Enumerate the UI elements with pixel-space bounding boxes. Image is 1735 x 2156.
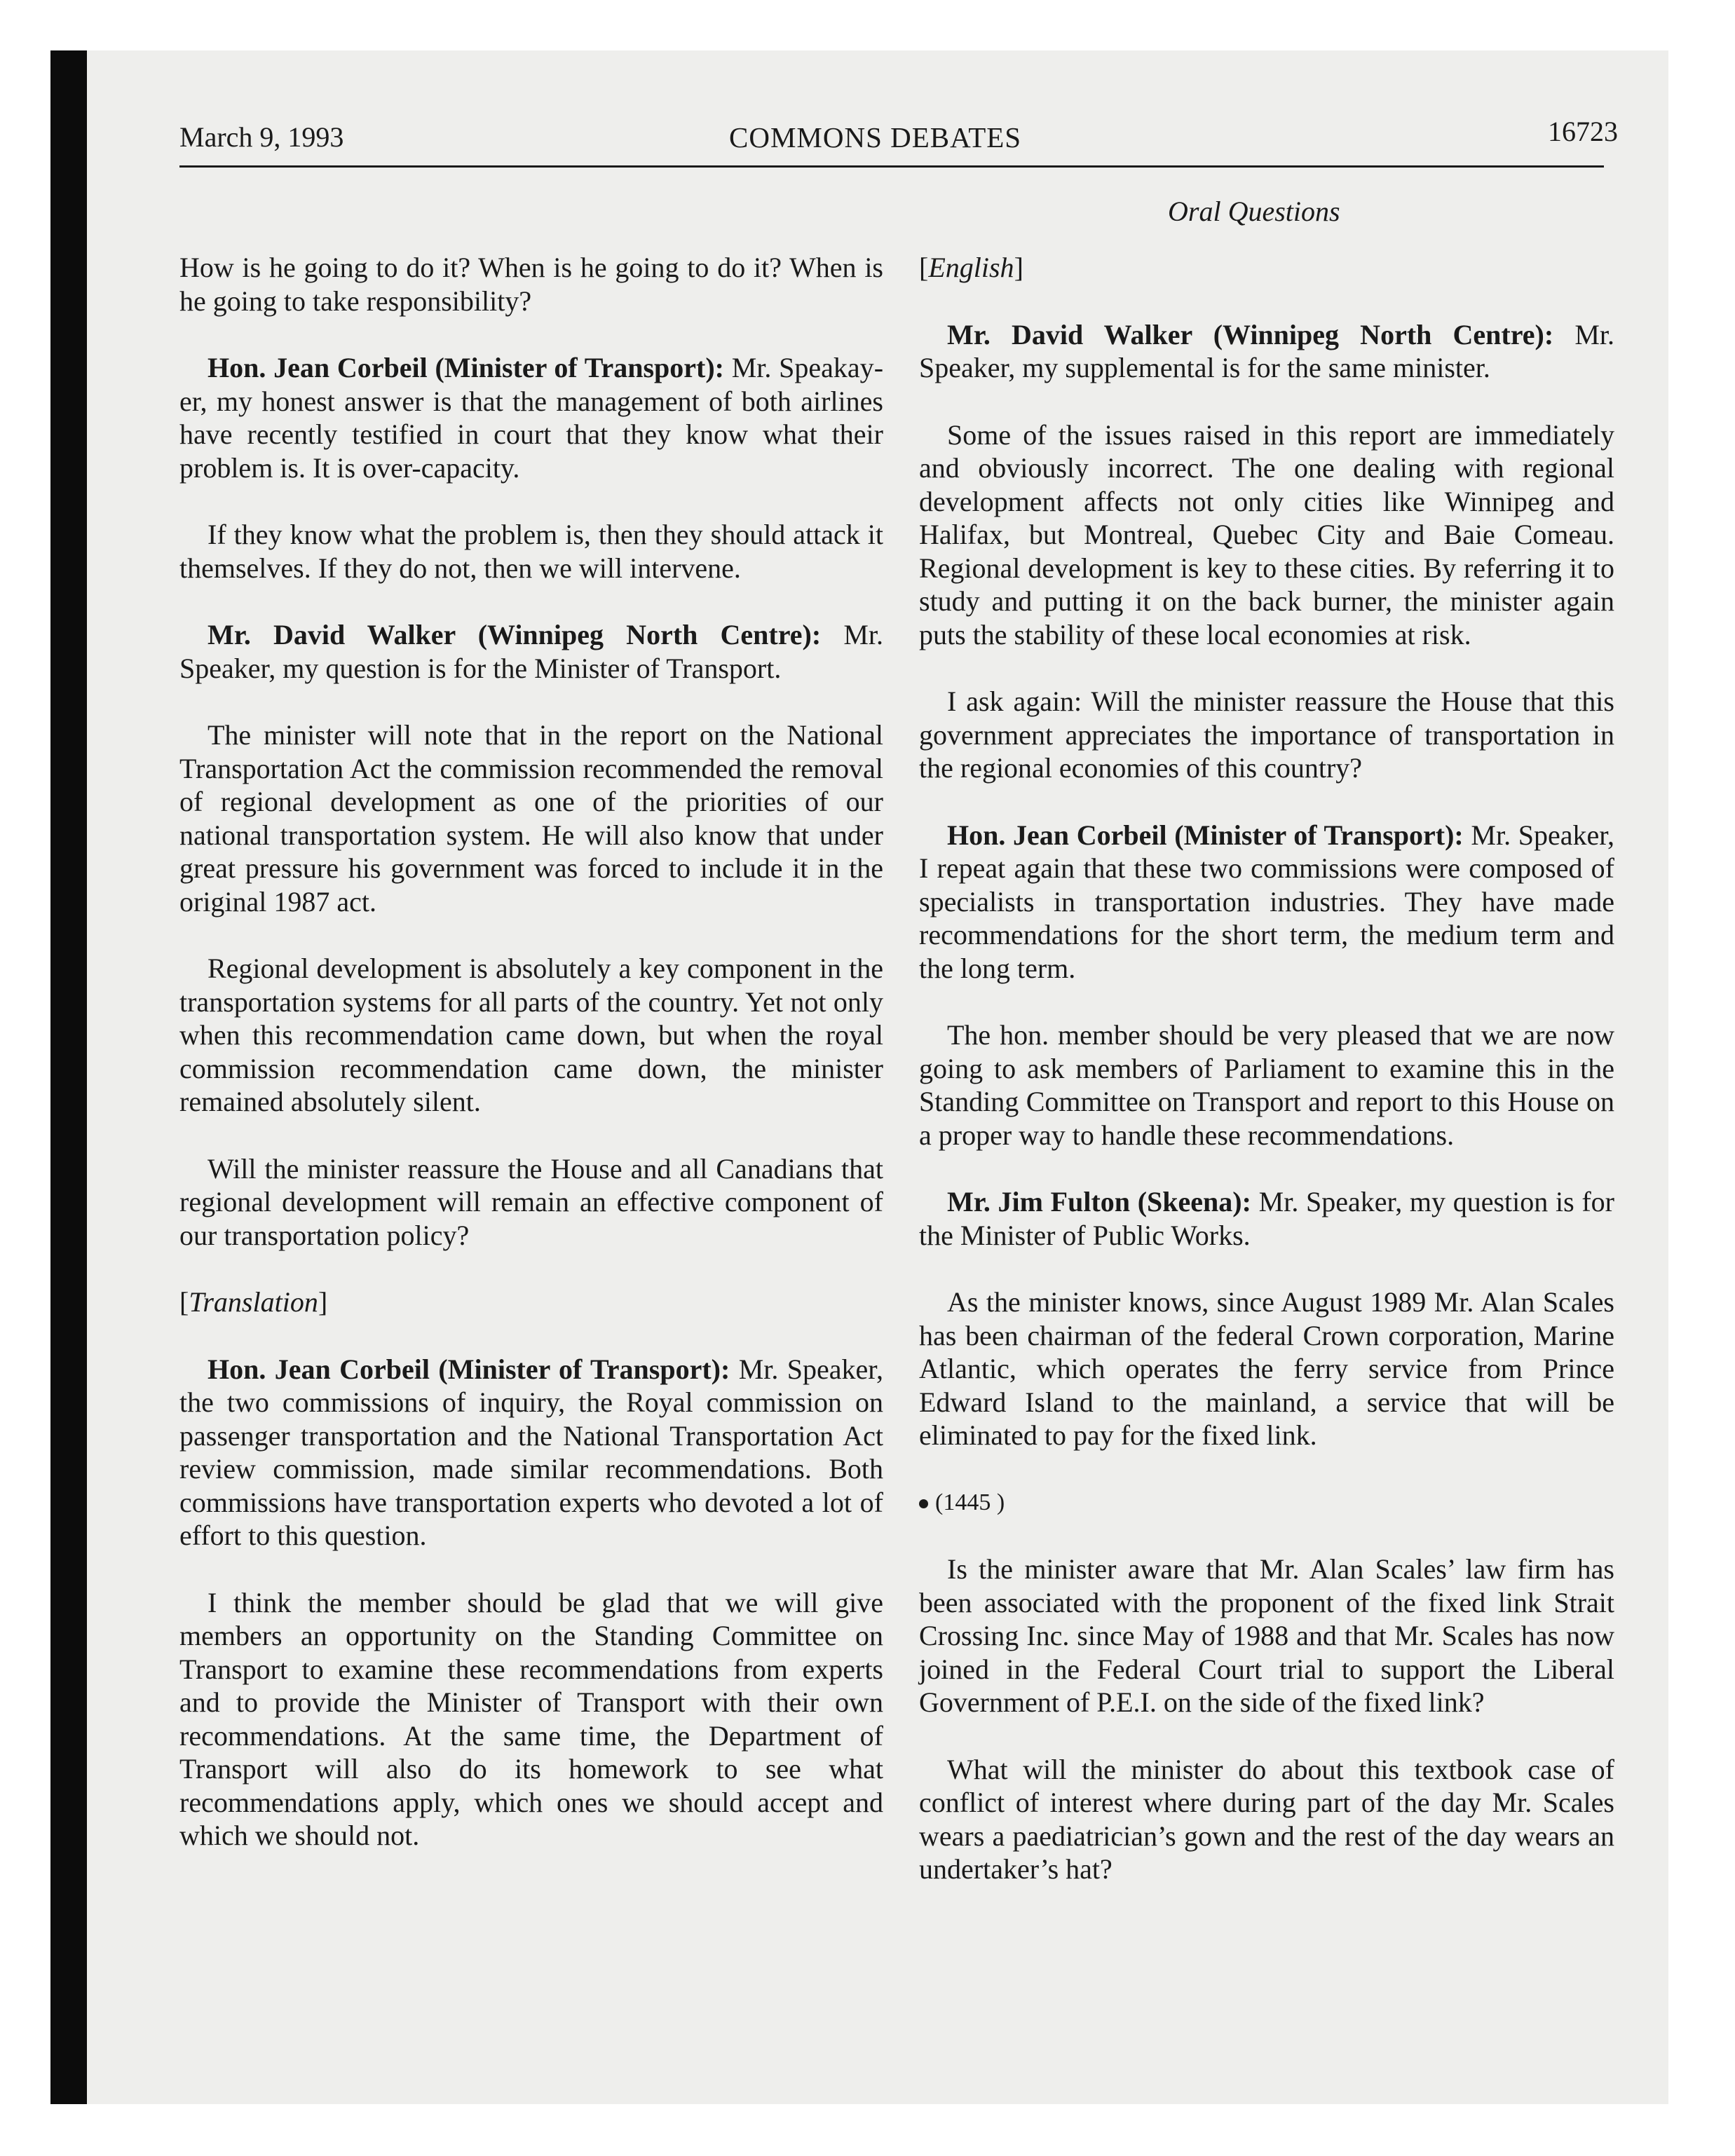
speaker-name: Hon. Jean Corbeil (Minister of Transport): (947, 819, 1464, 851)
paragraph (179, 952, 883, 1119)
paragraph-text: If they know what the problem is, then they should attack it themselves. If they do not, then we will intervene. (179, 519, 883, 584)
speaker-name: Hon. Jean Corbeil (Minister of Transport): (207, 352, 724, 383)
paragraph-text: As the minister knows, since August 1989 Mr. Alan Scales has been chairman of the federal Crown corporation, Marine Atlantic, which operates the ferry service from Prince Edward Island to the mainland, a service that will be eliminated to pay for the fixed link. (919, 1286, 1614, 1451)
paragraph (179, 1152, 883, 1253)
paragraph-text: Mr. Speaker, my supplemental is for the same minister. (919, 318, 1614, 383)
paragraph-text: Mr. Speaker, my question is for the Minister of Transport. (179, 619, 883, 684)
header-title: COMMONS DEBATES (729, 121, 1022, 153)
speaker-name: Hon. Jean Corbeil (Minister of Transport): (207, 1353, 730, 1385)
paragraph (179, 1353, 883, 1553)
paragraph (919, 1285, 1614, 1452)
paragraph-text: The hon. member should be very pleased that we are now going to ask members of Parliament to examine this in the Standing Committee on Transport and report to this House on a proper way to handle these recommendations. (919, 1019, 1614, 1151)
scan-edge (50, 50, 87, 2104)
time-marker-text: (1445 ) (935, 1489, 1005, 1515)
language-tag: [English] (919, 252, 1023, 283)
language-tag-text: English (928, 252, 1014, 283)
left-column (179, 251, 883, 1886)
speaker-name: Mr. Jim Fulton (Skeena): (947, 1186, 1251, 1217)
language-tag-text: Translation (189, 1286, 318, 1318)
paragraph (179, 351, 883, 484)
paragraph-text: What will the minister do about this textbook case of conflict of interest where during part of the day Mr. Scales wears a paediatrician’s gown and the rest of the day wears an undertaker’s hat? (919, 1753, 1614, 1885)
paragraph-text: Mr. Speakayer, my honest answer is that the management of both airlines have recently testified in court that they know what their problem is. It is over-capacity. (179, 352, 884, 484)
paragraph-text: I ask again: Will the minister reassure the House that this government appreciates the importance of transportation in the regional economies of this country? (919, 685, 1614, 784)
paragraph (179, 1586, 883, 1853)
paragraph-text: Mr. Speaker, I repeat again that these two commissions were composed of specialists in transportation industries. They have made recommendations for the short term, the medium term and the long term. (919, 819, 1614, 984)
paragraph (179, 251, 883, 318)
paragraph-text: I think the member should be glad that we will give members an opportunity on the Standing Committee on Transport to examine these recommendations from experts and to provide the Minister of Transport with their own recommendations. At the same time, the Department of Transport will also do its homework to see what recommendations apply, which ones we should accept and which we should not. (179, 1586, 883, 1851)
paragraph (919, 1553, 1614, 1719)
speaker-name: Mr. David Walker (Winnipeg North Centre): (207, 619, 822, 650)
page-number: 16723 (1548, 116, 1618, 147)
paragraph-text: Some of the issues raised in this report are immediately and obviously incorrect. The one dealing with regional development affects not only cities like Winnipeg and Halifax, but Montreal, Quebec City and Baie Comeau. Regional development is key to these cities. By referring it to study and putting it on the back burner, the minister again puts the stability of these local economies at risk. (919, 418, 1614, 650)
paragraph (919, 318, 1614, 385)
header-date: March 9, 1993 (179, 121, 344, 153)
paragraph-text: Mr. Speaker, my question is for the Minister of Public Works. (919, 1186, 1615, 1251)
paragraph (179, 518, 883, 585)
bullet-icon (919, 1499, 928, 1508)
section-heading: Oral Questions (1168, 196, 1340, 227)
paragraph (179, 618, 883, 685)
paragraph-text: How is he going to do it? When is he going to do it? When is he going to take responsibility? (179, 252, 883, 317)
paragraph (919, 1753, 1614, 1886)
paragraph (919, 1018, 1614, 1152)
language-tag: [Translation] (179, 1286, 328, 1318)
paragraph-text: Is the minister aware that Mr. Alan Scales’ law firm has been associated with the proponent of the fixed link Strait Crossing Inc. since May of 1988 and that Mr. Scales has now joined in the Federal Court trial to support the Liberal Government of P.E.I. on the side of the fixed link? (919, 1553, 1614, 1718)
speaker-name: Mr. David Walker (Winnipeg North Centre): (947, 318, 1554, 350)
paragraph (919, 819, 1614, 985)
time-marker (919, 1486, 1614, 1520)
paragraph (919, 685, 1614, 785)
header-rule (179, 165, 1604, 168)
paragraph-text: The minister will note that in the report on the National Transportation Act the commission recommended the removal of regional development as one of the priorities of our national transportation system. He will also know that under great pressure his government was forced to include it in the original 1987 act. (179, 719, 883, 917)
paragraph-text: Mr. Speaker, the two commissions of inquiry, the Royal commission on passenger transportation and the National Transportation Act review commission, made similar recommendations. Both commissions have transportation experts who devoted a lot of effort to this question. (179, 1353, 884, 1551)
right-column (919, 251, 1614, 1920)
paragraph (919, 1185, 1614, 1252)
paragraph (919, 418, 1614, 652)
paragraph-text: Will the minister reassure the House and all Canadians that regional development will remain an effective component of our transportation policy? (179, 1152, 883, 1251)
paragraph-text: Regional development is absolutely a key component in the transportation systems for all parts of the country. Yet not only when this recommendation came down, but when the royal commission recommendation came down, the minister remained absolutely silent. (179, 953, 883, 1117)
paragraph (179, 718, 883, 918)
